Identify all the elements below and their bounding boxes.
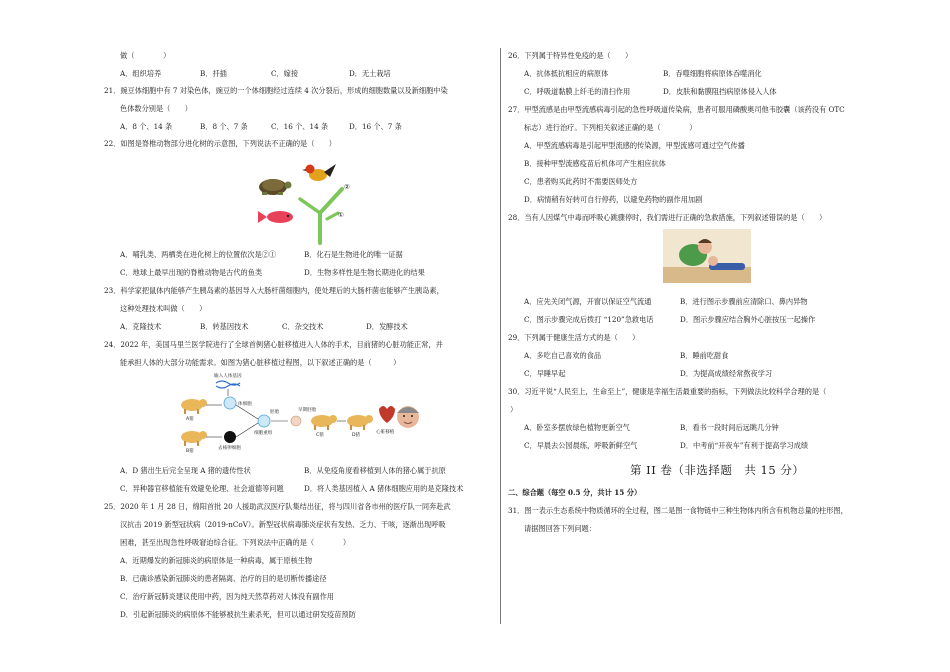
fig-label-pig-d: D猪 [352, 433, 361, 438]
q28-option-c: C．图示步骤完成后拨打 “120”急救电话 [524, 315, 654, 324]
fig-label-enucleated-egg: 去核卵细胞 [218, 446, 241, 451]
q22-option-c: C．地球上最早出现的脊椎动物是古代的鱼类 [120, 268, 263, 277]
q25-option-d: D．引起新冠肺炎的病原体不能够被抗生素杀死，但可以通过研发疫苗预防 [120, 610, 356, 619]
bird-icon [302, 164, 336, 181]
q30-option-c: C．早晨去公园晨练，呼吸新鲜空气 [524, 441, 638, 450]
q30-option-b: B．看书一段时间后远眺几分钟 [680, 423, 779, 432]
q24-option-a: A．D 猪出生后完全呈现 A 猪的遗传性状 [120, 466, 251, 475]
q25-option-c: C．治疗新冠肺炎建议使用中药，因为纯天然草药对人体没有副作用 [120, 592, 334, 601]
q23-line1: 23．科学家把鼠体内能够产生胰岛素的基因导入大肠杆菌细胞内，使处理后的大肠杆菌也能够产生胰岛素， [104, 286, 444, 295]
q23-line2: 这种处理技术叫做（ ） [120, 304, 207, 313]
q20-continuation: 做（ ） [120, 51, 171, 60]
q21-option-c: C．16 个、14 条 [271, 122, 329, 131]
column-divider [500, 48, 501, 624]
turtle-icon [259, 179, 292, 195]
fig-arrow-3 [236, 405, 258, 419]
q28-option-a: A．应先关闭气源，开窗以保证空气流通 [524, 297, 652, 306]
q21-option-b: B．8 个、7 条 [200, 122, 248, 131]
q27-option-d: D．病情稍有好转可自行停药，以避免药物的副作用加剧 [524, 195, 703, 204]
q20-option-c: C．嫁接 [271, 69, 299, 78]
tree-branch-left [300, 199, 320, 213]
fig-label-somatic-cell: 体细胞 [238, 402, 252, 407]
q27-option-a: A．甲型流感病毒是引起甲型流感的传染源，甲型流感可通过空气传播 [524, 141, 745, 150]
q26-option-b: B．吞噬细胞将病原体吞噬消化 [663, 69, 762, 78]
recombined-cell-icon [258, 415, 270, 427]
fig-label-early-embryo: 早期胚胎 [298, 408, 317, 413]
q30-line2: ） [510, 405, 518, 414]
q24-line1: 24．2022 年，美国马里兰医学院进行了全球首例猪心脏移植进入人体的手术，目前猪的心脏功能正常，并 [104, 340, 443, 349]
tree-branch-right [327, 213, 338, 219]
pig-heart-transplant-figure [176, 371, 420, 459]
q27-option-b: B．接种甲型流感疫苗后机体可产生相应抗体 [524, 159, 666, 168]
q29-line1: 29．下列属于健康生活方式的是（ ） [508, 333, 640, 342]
q26-line1: 26．下列属于特异性免疫的是（ ） [508, 51, 633, 60]
q28-option-b: B．进行图示步骤前应清除口、鼻内异物 [680, 297, 808, 306]
q20-option-b: B．扦插 [200, 69, 227, 78]
fig-label-pig-b: B猪 [186, 449, 194, 454]
fish-icon [258, 211, 293, 223]
enucleated-egg-icon [224, 431, 236, 443]
q22-line1: 22．如图是脊椎动物部分进化树的示意图，下列说法不正确的是（ ） [104, 139, 336, 148]
pig-c-icon [311, 415, 337, 430]
fig-label-embryo: 胚胎 [270, 410, 280, 415]
q25-line3: 困难，甚至出现急性呼吸窘迫综合征。下列说法中正确的是（ ） [120, 538, 351, 547]
q23-option-a: A．克隆技术 [120, 322, 162, 331]
fig-label-pig-c: C猪 [316, 433, 324, 438]
pig-b-icon [181, 431, 207, 446]
fig-label-heart-transplant: 心脏移植 [376, 430, 395, 435]
cpr-figure [663, 229, 751, 283]
q27-option-c: C．患者购买此药时不需要医师处方 [524, 177, 638, 186]
q22-option-a: A．哺乳类、两栖类在进化树上的位置依次是②① [120, 250, 277, 259]
fig-label-input-gene: 输入人体基因 [214, 374, 242, 379]
q25-line1: 25．2020 年 1 月 28 日，绵阳首批 20 人援助武汉医疗队集结出征，将与四川省各市州的医疗队一同奔赴武 [104, 502, 451, 511]
q29-option-d: D．为提高成绩经常熬夜学习 [680, 369, 773, 378]
q29-option-c: C．早睡早起 [524, 369, 566, 378]
q25-line2: 汉抗击 2019 新型冠状病（2019-nCoV）。新型冠状病毒肺炎症状有发热、乏力、干咳，逐渐出现呼吸 [120, 520, 446, 529]
q27-line1: 27．甲型流感是由甲型流感病毒引起的急性呼吸道传染病，患者可服用磷酸奥司他韦胶囊（该药没有 OTC [508, 105, 845, 114]
q26-option-a: A．抗体抵抗相应的病原体 [524, 69, 609, 78]
evolution-tree-figure [250, 155, 362, 245]
q21-line1: 21．豌豆体细胞中有 7 对染色体，豌豆的一个体细胞经过连续 4 次分裂后，形成的细胞数量以及新细胞中染 [104, 86, 448, 95]
q28-line1: 28．当有人因煤气中毒而呼吸心跳骤停时，我们需进行正确的急救措施，下列叙述错误的是（ ） [508, 213, 827, 222]
fig-label-pig-a: A猪 [186, 417, 194, 422]
q23-option-d: D．发酵技术 [366, 322, 408, 331]
q23-option-b: B．转基因技术 [200, 322, 249, 331]
q29-option-b: B．睡前吃甜食 [680, 351, 729, 360]
section-2-title: 第 II 卷（非选择题 共 15 分） [630, 463, 805, 477]
q24-option-b: B．从免疫角度看移植到人体的猪心属于抗原 [304, 466, 446, 475]
q20-option-d: D．无土栽培 [349, 69, 391, 78]
q26-option-c: C．呼吸道黏膜上纤毛的清扫作用 [524, 87, 631, 96]
early-embryo-icon [291, 416, 301, 426]
patient-face-icon [397, 406, 419, 428]
q21-line2: 色体数分别是（ ） [120, 104, 192, 113]
q22-option-d: D．生物多样性是生物长期进化的结果 [304, 268, 425, 277]
q24-line2: 能承担人体的大部分功能需求。如图为猪心脏移植过程图，以下叙述正确的是（ ） [120, 358, 401, 367]
tree-label-2: ② [344, 183, 350, 191]
dna-icon [216, 381, 240, 388]
heart-icon [379, 406, 395, 423]
q23-option-c: C．杂交技术 [282, 322, 324, 331]
q31-line2: 请据图回答下列问题： [524, 524, 596, 533]
pig-d-icon [347, 415, 373, 430]
tree-label-1: ① [338, 211, 344, 219]
q31-line1: 31．图一表示生态系统中物质循环的全过程，图二是图一食物链中三种生物体内所含有机物总量的柱形图， [508, 506, 848, 515]
fig-label-recombine: 细胞重组 [254, 431, 273, 436]
q25-option-b: B．已确诊感染新冠肺炎的患者隔离、治疗的目的是切断传播途径 [120, 574, 327, 583]
q30-line1: 30．习近平说“人民至上，生命至上”，健康是幸福生活最重要的指标，下列做法比较科学合理的是（ [508, 387, 827, 396]
q26-option-d: D．皮肤和黏膜阻挡病原体侵入人体 [663, 87, 777, 96]
somatic-cell-icon [224, 397, 236, 409]
q30-option-d: D．中考前“开夜车”有利于提高学习成绩 [680, 441, 809, 450]
q21-option-a: A．8 个、14 条 [120, 122, 173, 131]
left-column [104, 0, 494, 672]
q25-option-a: A．近期爆发的新冠肺炎的病原体是一种病毒，属于原核生物 [120, 556, 313, 565]
pig-a-icon [181, 399, 207, 414]
q21-option-d: D．16 个、7 条 [349, 122, 402, 131]
q30-option-a: A．卧室多摆放绿色植物更新空气 [524, 423, 630, 432]
right-column [508, 0, 908, 672]
q29-option-a: A．多吃自己喜欢的食品 [524, 351, 602, 360]
q28-option-d: D．图示步骤应结合胸外心脏按压一起操作 [680, 315, 816, 324]
q27-line2: 标志）进行治疗。下列相关叙述正确的是（ ） [524, 123, 697, 132]
q24-option-c: C．异种器官移植能有效避免伦理、社会道德等问题 [120, 484, 284, 493]
q24-option-d: D．将人类基因植入 A 猪体细胞应用的是克隆技术 [304, 484, 464, 493]
q22-option-b: B．化石是生物进化的唯一证据 [304, 250, 403, 259]
part-2-heading: 二、综合题（每空 0.5 分，共计 15 分） [508, 488, 642, 497]
q20-option-a: A．组织培养 [120, 69, 162, 78]
